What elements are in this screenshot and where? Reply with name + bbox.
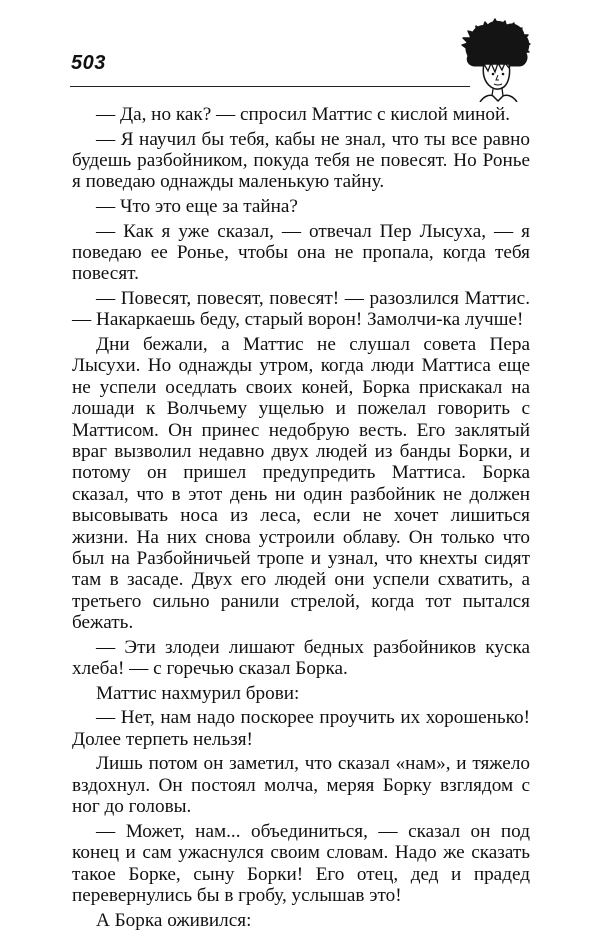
paragraph: — Я научил бы тебя, кабы не знал, что ты все равно будешь разбойником, покуда тебя не повесят. Но Ронье я поведаю однажды маленькую тайну. <box>72 128 530 193</box>
paragraph: — Что это еще за тайна? <box>96 196 298 217</box>
paragraph: Дни бежали, а Маттис не слушал совета Пера Лысухи. Но однажды утром, когда люди Маттиса еще не успели оседлать своих коней, Борка прискакал на лошади к Волчьему ущелью и пожелал говорить с Маттисом. Он принес недобрую весть. Его заклятый враг вызволил недавно двух людей из банды Борки, и потому он пришел предупредить Маттиса. Борка сказал, что в этот день ни один разбойник не должен высовывать носа из леса, если не хочет лишиться жизни. На них снова устроили облаву. Он только что был на Разбойничьей тропе и узнал, что кнехты сидят там в засаде. Двух его людей они успели схватить, а третьего сильно ранили стрелой, когда тот пытался бежать. <box>72 334 530 634</box>
paragraph: Маттис нахмурил брови: <box>96 682 300 704</box>
paragraph: — Эти злодеи лишают бедных разбойников куска хлеба! — с горечью сказал Борка. <box>72 636 530 680</box>
header-rule <box>70 86 470 87</box>
boy-with-shaggy-hair-icon <box>460 18 532 102</box>
paragraph: — Да, но как? — спросил Маттис с кислой миной. <box>96 104 511 125</box>
text-body <box>72 104 530 931</box>
paragraph: — Нет, нам надо поскорее проучить их хорошенько! Долее терпеть нельзя! <box>72 707 530 750</box>
paragraph: — Повесят, повесят, повесят! — разозлился Маттис. — Накаркаешь беду, старый ворон! Замолчи-ка лучше! <box>72 288 530 331</box>
paragraph: — Может, нам... объединиться, — сказал он под конец и сам ужаснулся своим словам. Надо же сказать такое Борке, сыну Борки! Его отец, дед и прадед перевернулись бы в гробу, услышав это! <box>72 820 530 907</box>
page-number: 503 <box>71 52 106 74</box>
paragraph: А Борка оживился: <box>96 909 252 931</box>
paragraph: Лишь потом он заметил, что сказал «нам», и тяжело вздохнул. Он постоял молча, меряя Борку взглядом с ног до головы. <box>72 753 530 818</box>
paragraph: — Как я уже сказал, — отвечал Пер Лысуха, — я поведаю ее Ронье, чтобы она не пропала, когда тебя повесят. <box>72 220 530 285</box>
